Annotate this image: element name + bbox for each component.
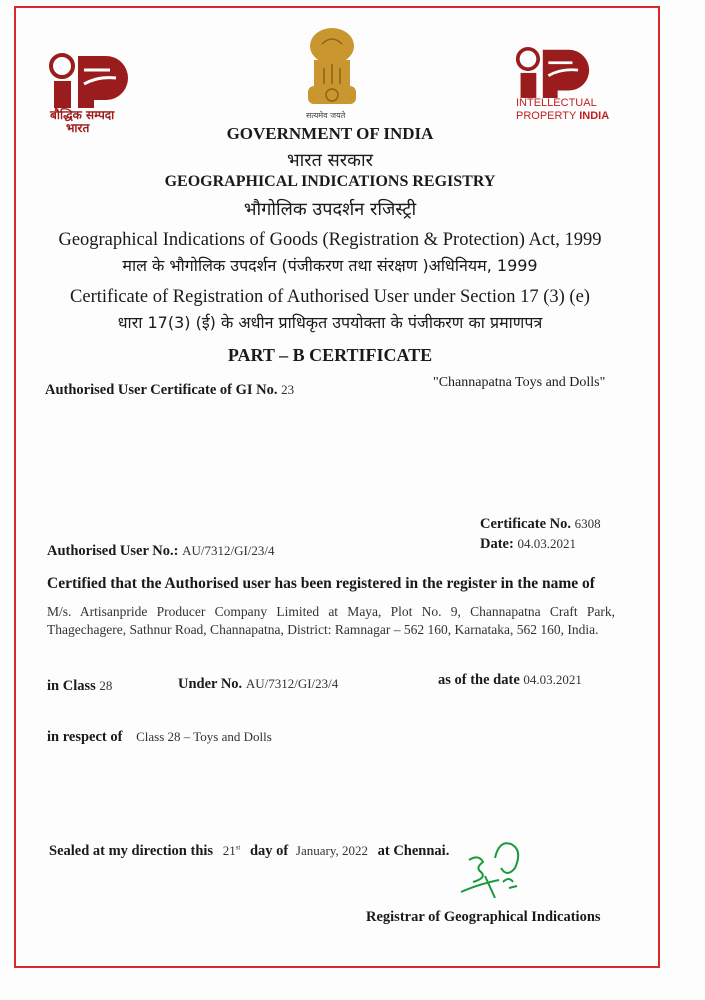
registrant-address: M/s. Artisanpride Producer Company Limited at Maya, Plot No. 9, Channapatna Craft Park, Thagechagere, Sathnur Road, Channapatna, District: Ramnagar – 562 160, Karnataka, 562 160, India. xyxy=(47,604,615,637)
right-logo-caption-2b: INDIA xyxy=(579,110,610,122)
ip-bharat-logo xyxy=(48,52,138,135)
respect-label: in respect of xyxy=(47,729,123,745)
ip-india-logo xyxy=(515,44,635,126)
certified-statement: Certified that the Authorised user has been registered in the register in the name of xyxy=(47,575,595,592)
gi-number: 23 xyxy=(281,382,295,397)
certificate-title-hi: धारा 17(3) (ई) के अधीन प्राधिकृत उपयोक्ता के पंजीकरण का प्रमाणपत्र xyxy=(117,313,543,332)
class-number: 28 xyxy=(99,678,113,693)
as-of-date: 04.03.2021 xyxy=(523,672,582,687)
authorised-user-number-line xyxy=(47,543,275,560)
gi-name: "Channapatna Toys and Dolls" xyxy=(433,375,606,390)
under-label: Under No. xyxy=(178,676,243,692)
day-value xyxy=(223,843,241,858)
registry-title-hi: भौगोलिक उपदर्शन रजिस्ट्री xyxy=(243,199,417,220)
day-suffix: st xyxy=(235,843,241,852)
gov-title-hi: भारत सरकार xyxy=(286,150,374,171)
au-label: Authorised User No.: xyxy=(47,543,179,559)
certificate-number-line xyxy=(480,516,601,533)
respect-value: Class 28 – Toys and Dolls xyxy=(136,729,272,744)
left-logo-caption-1: बौद्धिक सम्पदा xyxy=(50,108,115,122)
as-of-date-line xyxy=(438,672,582,689)
act-title-en: Geographical Indications of Goods (Registration & Protection) Act, 1999 xyxy=(58,230,602,250)
right-logo-caption-2a: PROPERTY xyxy=(516,110,577,122)
certificate-date-line xyxy=(480,536,576,553)
as-of-label: as of the date xyxy=(438,672,520,688)
month-year: January, 2022 xyxy=(295,843,368,858)
national-emblem xyxy=(300,24,364,124)
gi-label: Authorised User Certificate of GI No. xyxy=(45,382,278,398)
certificate-title-en: Certificate of Registration of Authorised User under Section 17 (3) (e) xyxy=(70,287,590,307)
cert-no-label: Certificate No. xyxy=(480,516,571,532)
registry-title-en: GEOGRAPHICAL INDICATIONS REGISTRY xyxy=(164,173,496,190)
registrar-title: Registrar of Geographical Indications xyxy=(366,909,601,925)
sealed-line xyxy=(49,843,449,860)
under-number: AU/7312/GI/23/4 xyxy=(245,676,339,691)
day-number: 21 xyxy=(222,843,236,858)
act-title-hi: माल के भौगोलिक उपदर्शन (पंजीकरण तथा संरक्षण )अधिनियम, 1999 xyxy=(122,256,538,275)
sealed-label: Sealed at my direction this xyxy=(49,843,214,859)
date-label: Date: xyxy=(480,536,514,552)
cert-no: 6308 xyxy=(574,516,601,531)
gov-title-en: GOVERNMENT OF INDIA xyxy=(226,124,434,143)
class-label: in Class xyxy=(47,678,96,694)
under-number-line xyxy=(178,676,338,693)
left-logo-caption-2: भारत xyxy=(66,121,90,135)
part-b-heading: PART – B CERTIFICATE xyxy=(227,345,433,365)
date-value: 04.03.2021 xyxy=(517,536,576,551)
place: at Chennai. xyxy=(377,843,450,859)
gi-number-line xyxy=(45,382,294,399)
right-logo-caption-1: INTELLECTUAL xyxy=(516,97,597,109)
emblem-motto: सत्यमेव जयते xyxy=(306,111,346,120)
in-respect-of-line xyxy=(47,729,272,746)
day-of-label: day of xyxy=(249,843,289,859)
au-number: AU/7312/GI/23/4 xyxy=(182,543,275,558)
class-line xyxy=(47,678,112,695)
registrar-signature xyxy=(455,838,530,900)
